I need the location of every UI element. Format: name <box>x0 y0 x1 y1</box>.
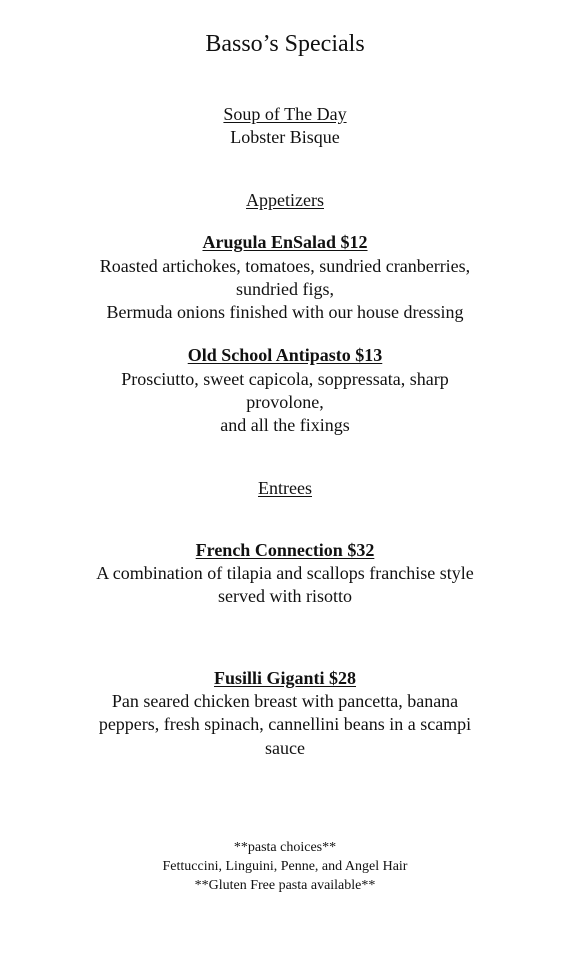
entree-2-desc-line-1: Pan seared chicken breast with pancetta, banana <box>111 691 459 711</box>
appetizer-1-desc-line-2: sundried figs, <box>236 279 334 299</box>
entree-2-desc-line-2: peppers, fresh spinach, cannellini beans in a scampi <box>98 714 472 734</box>
entree-2-desc-line-3: sauce <box>265 738 305 758</box>
gluten-free-note: **Gluten Free pasta available** <box>194 878 376 893</box>
pasta-choices-heading: **pasta choices** <box>233 840 337 855</box>
appetizer-2-desc-line-2: provolone, <box>246 392 324 412</box>
entree-1-desc-line-1: A combination of tilapia and scallops franchise style <box>96 563 474 583</box>
appetizer-1-name: Arugula EnSalad $12 <box>202 232 368 252</box>
appetizer-1-desc-line-1: Roasted artichokes, tomatoes, sundried cranberries, <box>99 256 471 276</box>
entree-2-name: Fusilli Giganti $28 <box>213 668 357 688</box>
entrees-heading: Entrees <box>258 478 312 498</box>
appetizer-2-desc-line-3: and all the fixings <box>220 415 350 435</box>
entree-1-desc-line-2: served with risotto <box>218 586 352 606</box>
soup-heading: Soup of The Day <box>223 104 347 124</box>
appetizers-heading: Appetizers <box>246 190 324 210</box>
menu-title: Basso’s Specials <box>205 31 365 57</box>
appetizer-1-desc-line-3: Bermuda onions finished with our house dressing <box>106 302 464 322</box>
soup-item: Lobster Bisque <box>230 127 340 147</box>
appetizer-2-desc-line-1: Prosciutto, sweet capicola, soppressata, sharp <box>121 369 449 389</box>
pasta-choices-list: Fettuccini, Linguini, Penne, and Angel Hair <box>162 859 408 874</box>
entree-1-name: French Connection $32 <box>195 540 375 560</box>
appetizer-2-name: Old School Antipasto $13 <box>187 345 383 365</box>
